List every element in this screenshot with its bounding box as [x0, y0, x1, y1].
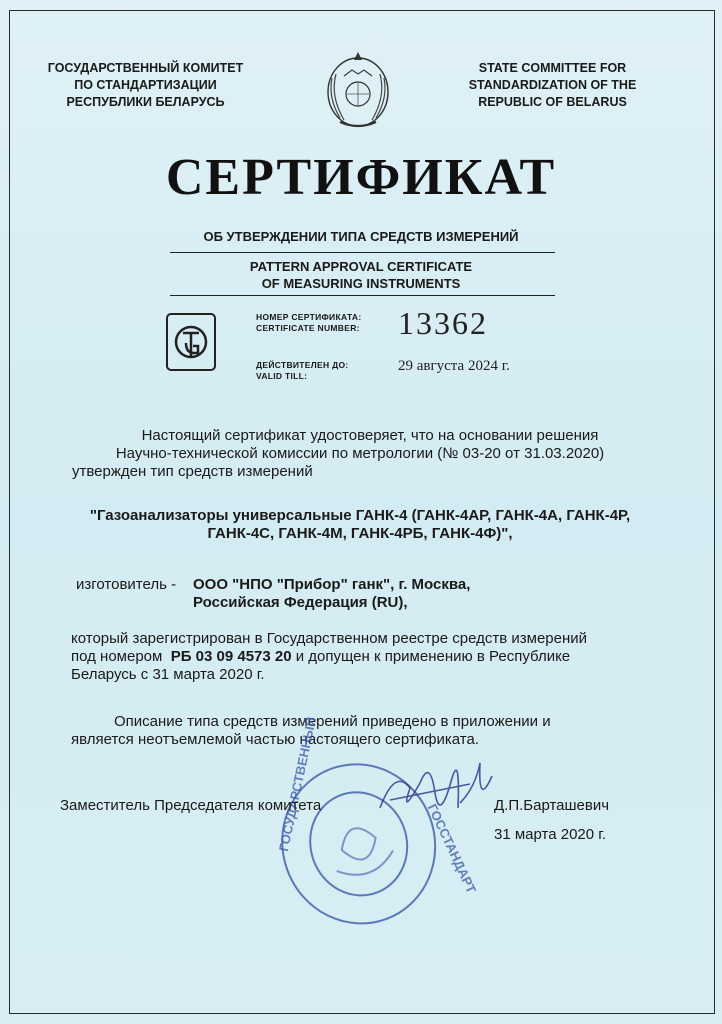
issuer-line: РЕСПУБЛИКИ БЕЛАРУСЬ [66, 95, 225, 109]
gosstandart-logo-icon [166, 313, 216, 371]
manufacturer-label: изготовитель - [76, 576, 177, 593]
description-line: Описание типа средств измерений приведено в приложении и [114, 713, 551, 730]
valid-till-label [256, 360, 349, 382]
manufacturer-name [193, 576, 470, 612]
instrument-line: ГАНК-4С, ГАНК-4М, ГАНК-4РБ, ГАНК-4Ф)", [207, 525, 513, 542]
signature-date: 31 марта 2020 г. [494, 826, 607, 843]
certificate-number-label [256, 312, 362, 334]
issuer-line: ПО СТАНДАРТИЗАЦИИ [74, 78, 217, 92]
label-en: CERTIFICATE NUMBER: [256, 323, 360, 333]
valid-till-date: 29 августа 2024 г. [398, 358, 510, 374]
label-en: VALID TILL: [256, 371, 308, 381]
certificate-number: 13362 [398, 305, 488, 341]
subtitle-en-line: PATTERN APPROVAL CERTIFICATE [249, 259, 473, 274]
intro-line: Научно-технической комиссии по метрологии (№ 03-20 от 31.03.2020) [115, 445, 605, 462]
subtitle-en-line: OF MEASURING INSTRUMENTS [261, 276, 461, 291]
issuer-line: STATE COMMITTEE FOR [478, 61, 627, 75]
document-title: СЕРТИФИКАТ [165, 149, 557, 206]
registry-paragraph [71, 630, 587, 684]
belarus-emblem-icon [322, 48, 394, 132]
intro-paragraph [60, 427, 660, 481]
manufacturer-line: ООО "НПО "Прибор" ганк", г. Москва, [193, 576, 471, 593]
svg-text:ГОССТАНДАРТ: ГОССТАНДАРТ [424, 801, 480, 896]
signature-image [360, 748, 500, 838]
signatory-name: Д.П.Барташевич [494, 797, 610, 814]
svg-text:ГОСУДАРСТВЕННЫЙ: ГОСУДАРСТВЕННЫЙ [275, 715, 320, 853]
issuer-line: ГОСУДАРСТВЕННЫЙ КОМИТЕТ [47, 61, 244, 75]
registry-line: Беларусь с 31 марта 2020 г. [71, 666, 265, 683]
registry-suffix: и допущен к применению в Республике [295, 648, 571, 665]
registry-prefix: под номером [71, 648, 163, 665]
registry-line: который зарегистрирован в Государственном реестре средств измерений [71, 630, 588, 647]
registry-number: РБ 03 09 4573 20 [170, 648, 292, 665]
manufacturer-line: Российская Федерация (RU), [193, 594, 408, 611]
instrument-name [40, 507, 680, 543]
label-ru: ДЕЙСТВИТЕЛЕН ДО: [256, 360, 349, 370]
signatory-position: Заместитель Председателя комитета [60, 797, 322, 814]
registry-line [71, 648, 587, 666]
label-ru: НОМЕР СЕРТИФИКАТА: [256, 312, 362, 322]
issuer-line: STANDARDIZATION OF THE [468, 78, 637, 92]
issuer-name-en [450, 60, 655, 111]
instrument-line: "Газоанализаторы универсальные ГАНК-4 (ГАНК-4АР, ГАНК-4А, ГАНК-4Р, [89, 507, 631, 524]
intro-line: Настоящий сертификат удостоверяет, что на основании решения [141, 427, 599, 444]
issuer-line: REPUBLIC OF BELARUS [478, 95, 627, 109]
issuer-name-ru [28, 60, 263, 111]
intro-line: утвержден тип средств измерений [72, 463, 313, 480]
divider [170, 295, 555, 296]
description-line: является неотъемлемой частью настоящего сертификата. [71, 731, 479, 748]
subtitle-en [0, 258, 722, 292]
subtitle-ru: ОБ УТВЕРЖДЕНИИ ТИПА СРЕДСТВ ИЗМЕРЕНИЙ [203, 229, 519, 244]
divider [170, 252, 555, 253]
